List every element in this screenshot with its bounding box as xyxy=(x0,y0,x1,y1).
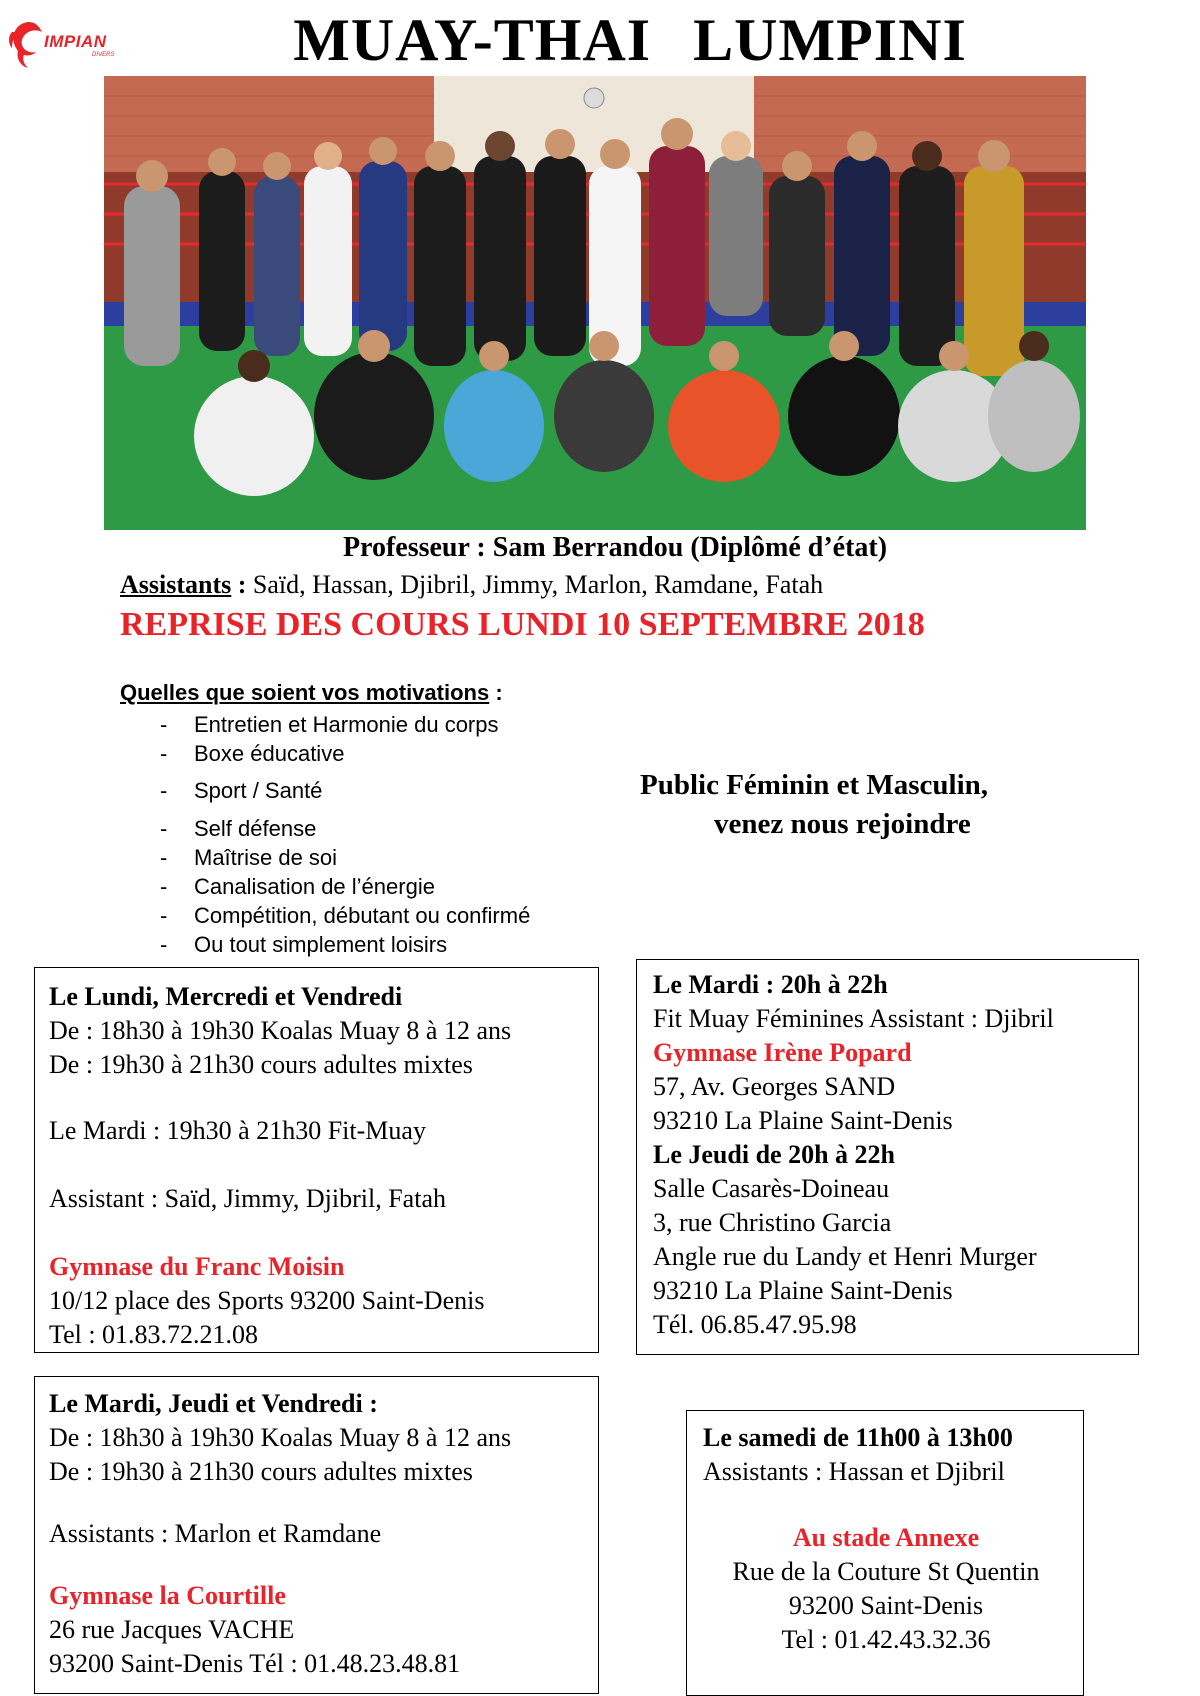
list-bullet: - xyxy=(160,932,168,957)
venue-name: Au stade Annexe xyxy=(792,1523,980,1552)
list-item xyxy=(120,930,530,959)
motivations-block xyxy=(120,680,530,959)
motivations-heading-text: Quelles que soient vos motivations xyxy=(120,680,490,705)
box-days: Le Mardi, Jeudi et Vendredi : xyxy=(49,1389,378,1418)
logo-subtitle: DIVERS xyxy=(92,52,115,58)
gym-address: 10/12 place des Sports 93200 Saint-Denis xyxy=(49,1286,485,1315)
public-line-2: venez nous rejoindre xyxy=(714,808,971,840)
gym-phone: Tel : 01.83.72.21.08 xyxy=(49,1320,259,1349)
schedule-box-stade-annexe xyxy=(686,1410,1084,1696)
gym-address: 93210 La Plaine Saint-Denis xyxy=(653,1106,953,1135)
schedule-box-courtille xyxy=(34,1376,599,1694)
schedule-box-irene-popard xyxy=(636,959,1139,1355)
venue-phone: Tél. 06.85.47.95.98 xyxy=(653,1310,857,1339)
box-line: De : 18h30 à 19h30 Koalas Muay 8 à 12 ans xyxy=(49,1423,512,1452)
list-bullet: - xyxy=(160,845,168,870)
list-item xyxy=(120,843,530,872)
list-bullet: - xyxy=(160,874,168,899)
venue-name: Salle Casarès-Doineau xyxy=(653,1174,890,1203)
list-item-text: Maîtrise de soi xyxy=(194,845,338,870)
list-item xyxy=(120,872,530,901)
venue-phone: Tel : 01.42.43.32.36 xyxy=(781,1625,991,1654)
box-line: De : 18h30 à 19h30 Koalas Muay 8 à 12 ans xyxy=(49,1016,512,1045)
list-bullet: - xyxy=(160,712,168,737)
list-item-text: Self défense xyxy=(194,816,317,841)
assistants-names: Saïd, Hassan, Djibril, Jimmy, Marlon, Ramdane, Fatah xyxy=(246,570,824,599)
box-line: Assistants : Hassan et Djibril xyxy=(703,1457,1005,1486)
venue-address: Rue de la Couture St Quentin xyxy=(732,1557,1040,1586)
assistants-colon: : xyxy=(231,570,247,599)
venue-address: Angle rue du Landy et Henri Murger xyxy=(653,1242,1037,1271)
box-days: Le Lundi, Mercredi et Vendredi xyxy=(49,982,403,1011)
list-bullet: - xyxy=(160,903,168,928)
venue-address: 93210 La Plaine Saint-Denis xyxy=(653,1276,953,1305)
schedule-box-franc-moisin xyxy=(34,967,599,1353)
box-line: Assistants : Marlon et Ramdane xyxy=(49,1519,382,1548)
gym-address: 57, Av. Georges SAND xyxy=(653,1072,896,1101)
list-bullet: - xyxy=(160,816,168,841)
list-item-text: Sport / Santé xyxy=(194,778,323,803)
list-item xyxy=(120,814,530,843)
list-item xyxy=(120,901,530,930)
list-item-text: Canalisation de l’énergie xyxy=(194,874,435,899)
list-item-text: Entretien et Harmonie du corps xyxy=(194,712,499,737)
box-line: Le Mardi : 19h30 à 21h30 Fit-Muay xyxy=(49,1116,426,1145)
logo-wordmark: IMPIAN xyxy=(44,32,107,51)
public-callout xyxy=(640,766,988,844)
motivations-list xyxy=(120,710,530,959)
list-item-text: Boxe éducative xyxy=(194,741,345,766)
professor-line: Professeur : Sam Berrandou (Diplômé d’état) xyxy=(342,532,888,563)
assistants-line xyxy=(120,570,823,600)
box-line: De : 19h30 à 21h30 cours adultes mixtes xyxy=(49,1050,473,1079)
list-item-text: Ou tout simplement loisirs xyxy=(194,932,448,957)
public-line-1: Public Féminin et Masculin, xyxy=(640,769,988,801)
gym-name: Gymnase Irène Popard xyxy=(653,1038,912,1067)
reprise-banner: REPRISE DES COURS LUNDI 10 SEPTEMBRE 2018 xyxy=(120,606,925,643)
venue-address: 93200 Saint-Denis xyxy=(788,1591,984,1620)
gym-name: Gymnase du Franc Moisin xyxy=(49,1252,345,1281)
venue-address: 3, rue Christino Garcia xyxy=(653,1208,892,1237)
box-days: Le Mardi : 20h à 22h xyxy=(653,970,888,999)
gym-address-phone: 93200 Saint-Denis Tél : 01.48.23.48.81 xyxy=(49,1649,461,1678)
gym-address: 26 rue Jacques VACHE xyxy=(49,1615,295,1644)
list-item xyxy=(120,739,530,768)
list-item xyxy=(120,710,530,739)
box-line: De : 19h30 à 21h30 cours adultes mixtes xyxy=(49,1457,473,1486)
list-bullet: - xyxy=(160,741,168,766)
motivations-heading-colon: : xyxy=(489,680,503,705)
motivations-heading xyxy=(120,680,530,706)
gym-name: Gymnase la Courtille xyxy=(49,1581,286,1610)
box-days: Le Jeudi de 20h à 22h xyxy=(653,1140,895,1169)
list-bullet: - xyxy=(160,778,168,803)
box-line: Assistant : Saïd, Jimmy, Djibril, Fatah xyxy=(49,1184,446,1213)
box-days: Le samedi de 11h00 à 13h00 xyxy=(703,1423,1013,1452)
page-title: MUAY-THAI LUMPINI xyxy=(293,7,967,73)
group-photo xyxy=(104,76,1086,530)
list-item-text: Compétition, débutant ou confirmé xyxy=(194,903,531,928)
list-item xyxy=(120,776,530,805)
assistants-label: Assistants xyxy=(120,570,232,599)
box-line: Fit Muay Féminines Assistant : Djibril xyxy=(653,1004,1054,1033)
